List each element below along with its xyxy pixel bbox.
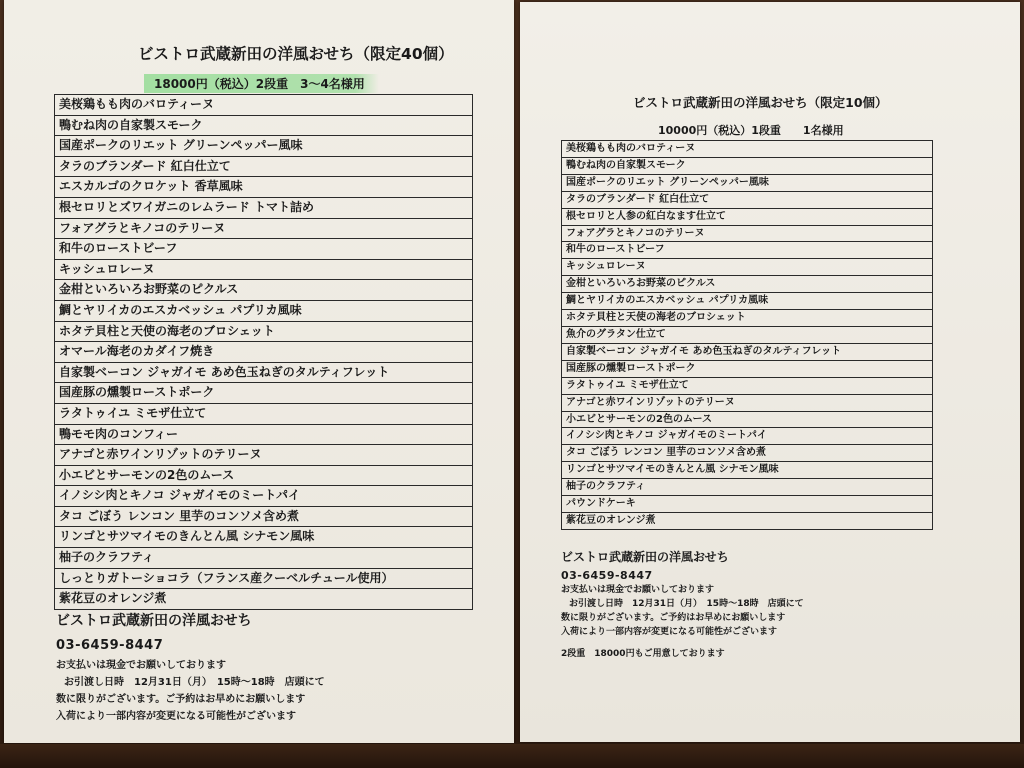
- menu-row: [55, 259, 473, 280]
- menu-row: [55, 300, 473, 321]
- menu-row: [55, 218, 473, 239]
- menu-item: 柚子のクラフティ: [55, 548, 473, 569]
- menu-item: フォアグラとキノコのテリーヌ: [562, 225, 933, 242]
- menu-item: 鴨むね肉の自家製スモーク: [562, 157, 933, 174]
- limited-note: 数に限りがございます。ご予約はお早めにお願いします: [561, 613, 786, 623]
- menu-item: フォアグラとキノコのテリーヌ: [55, 218, 473, 239]
- menu-row: [562, 411, 933, 428]
- menu-sheet-small: [520, 2, 1020, 742]
- content-change-note: 入荷により一部内容が変更になる可能性がございます: [561, 627, 778, 637]
- menu-row: [562, 377, 933, 394]
- menu-item: キッシュロレーヌ: [55, 259, 473, 280]
- menu-item: 国産ポークのリエット グリーンペッパー風味: [562, 174, 933, 191]
- menu-row: [562, 208, 933, 225]
- menu-item: 国産ポークのリエット グリーンペッパー風味: [55, 136, 473, 157]
- menu-row: [55, 321, 473, 342]
- menu-row: [55, 239, 473, 260]
- menu-row: [562, 310, 933, 327]
- menu-item: 金柑といろいろお野菜のピクルス: [562, 276, 933, 293]
- menu-item: イノシシ肉とキノコ ジャガイモのミートパイ: [562, 428, 933, 445]
- menu-item: 紫花豆のオレンジ煮: [562, 512, 933, 529]
- menu-item: ホタテ貝柱と天使の海老のブロシェット: [55, 321, 473, 342]
- menu-row: [562, 343, 933, 360]
- menu-row: [562, 225, 933, 242]
- menu-row: [55, 403, 473, 424]
- menu-row: [55, 383, 473, 404]
- menu-row: [562, 326, 933, 343]
- menu-item: アナゴと赤ワインリゾットのテリーヌ: [55, 445, 473, 466]
- menu-item: しっとりガトーショコラ（フランス産クーベルチュール使用）: [55, 568, 473, 589]
- menu-item: 和牛のローストビーフ: [562, 242, 933, 259]
- menu-row: [562, 242, 933, 259]
- menu-row: [55, 177, 473, 198]
- menu-row: [55, 506, 473, 527]
- menu-row: [55, 115, 473, 136]
- menu-item: リンゴとサツマイモのきんとん風 シナモン風味: [562, 462, 933, 479]
- menu-item: エスカルゴのクロケット 香草風味: [55, 177, 473, 198]
- menu-row: [562, 496, 933, 513]
- desk-edge: [0, 744, 1024, 768]
- content-change-note: 入荷により一部内容が変更になる可能性がございます: [56, 711, 296, 722]
- menu-row: [562, 479, 933, 496]
- menu-item: アナゴと赤ワインリゾットのテリーヌ: [562, 394, 933, 411]
- menu-table: [561, 140, 933, 530]
- price-subtitle: 10000円（税込）1段重 1名様用: [658, 124, 844, 137]
- pickup-date: お引渡し日時 12月31日（月） 15時～18時 店頭にて: [569, 599, 804, 609]
- menu-item: キッシュロレーヌ: [562, 259, 933, 276]
- menu-row: [562, 445, 933, 462]
- menu-item: ラタトゥイユ ミモザ仕立て: [562, 377, 933, 394]
- menu-row: [562, 174, 933, 191]
- menu-row: [562, 276, 933, 293]
- menu-item: 柚子のクラフティ: [562, 479, 933, 496]
- menu-row: [562, 428, 933, 445]
- menu-table: [54, 94, 473, 610]
- menu-row: [55, 424, 473, 445]
- menu-row: [562, 259, 933, 276]
- menu-item: 鯛とヤリイカのエスカベッシュ パプリカ風味: [55, 300, 473, 321]
- menu-item: ホタテ貝柱と天使の海老のブロシェット: [562, 310, 933, 327]
- menu-item: タラのブランダード 紅白仕立て: [562, 191, 933, 208]
- menu-item: 小エビとサーモンの2色のムース: [55, 465, 473, 486]
- shop-phone: 03-6459-8447: [56, 638, 164, 653]
- menu-item: 鴨モモ肉のコンフィー: [55, 424, 473, 445]
- menu-row: [55, 568, 473, 589]
- menu-row: [55, 445, 473, 466]
- menu-item: タコ ごぼう レンコン 里芋のコンソメ含め煮: [562, 445, 933, 462]
- menu-row: [562, 360, 933, 377]
- shop-phone: 03-6459-8447: [561, 569, 653, 582]
- menu-sheet-large: [4, 0, 514, 743]
- menu-item: 国産豚の燻製ローストポーク: [562, 360, 933, 377]
- shop-info: [561, 548, 804, 661]
- two-tier-note: 2段重 18000円もご用意しております: [561, 649, 725, 659]
- menu-row: [562, 512, 933, 529]
- menu-row: [55, 548, 473, 569]
- menu-row: [55, 95, 473, 116]
- menu-row: [562, 394, 933, 411]
- menu-row: [55, 280, 473, 301]
- menu-item: 鯛とヤリイカのエスカベッシュ パプリカ風味: [562, 293, 933, 310]
- menu-item: 自家製ベーコン ジャガイモ あめ色玉ねぎのタルティフレット: [562, 343, 933, 360]
- menu-item: 金柑といろいろお野菜のピクルス: [55, 280, 473, 301]
- menu-item: 和牛のローストビーフ: [55, 239, 473, 260]
- sheet-title: ビストロ武蔵新田の洋風おせち（限定10個）: [633, 95, 888, 110]
- sheet-title: ビストロ武蔵新田の洋風おせち（限定40個）: [138, 45, 454, 63]
- menu-row: [55, 342, 473, 363]
- menu-item: 国産豚の燻製ローストポーク: [55, 383, 473, 404]
- payment-note: お支払いは現金でお願いしております: [561, 585, 715, 595]
- limited-note: 数に限りがございます。ご予約はお早めにお願いします: [56, 694, 306, 705]
- payment-note: お支払いは現金でお願いしております: [56, 660, 226, 671]
- menu-item: リンゴとサツマイモのきんとん風 シナモン風味: [55, 527, 473, 548]
- menu-row: [562, 462, 933, 479]
- menu-row: [562, 191, 933, 208]
- menu-item: 自家製ベーコン ジャガイモ あめ色玉ねぎのタルティフレット: [55, 362, 473, 383]
- menu-item: 根セロリと人参の紅白なます仕立て: [562, 208, 933, 225]
- menu-item: 根セロリとズワイガニのレムラード トマト詰め: [55, 197, 473, 218]
- shop-name: ビストロ武蔵新田の洋風おせち: [561, 550, 729, 564]
- menu-item: 美桜鶏もも肉のバロティーヌ: [562, 141, 933, 158]
- menu-item: 紫花豆のオレンジ煮: [55, 589, 473, 610]
- menu-row: [55, 486, 473, 507]
- pickup-date: お引渡し日時 12月31日（月） 15時～18時 店頭にて: [64, 677, 325, 688]
- menu-row: [562, 141, 933, 158]
- menu-item: イノシシ肉とキノコ ジャガイモのミートパイ: [55, 486, 473, 507]
- menu-item: タコ ごぼう レンコン 里芋のコンソメ含め煮: [55, 506, 473, 527]
- menu-item: パウンドケーキ: [562, 496, 933, 513]
- menu-item: 小エビとサーモンの2色のムース: [562, 411, 933, 428]
- menu-row: [55, 156, 473, 177]
- price-subtitle: 18000円（税込）2段重 3～4名様用: [144, 74, 379, 93]
- shop-name: ビストロ武蔵新田の洋風おせち: [56, 613, 252, 629]
- menu-item: 美桜鶏もも肉のバロティーヌ: [55, 95, 473, 116]
- menu-row: [55, 527, 473, 548]
- shop-info: [56, 610, 325, 725]
- menu-row: [55, 197, 473, 218]
- menu-row: [562, 293, 933, 310]
- menu-row: [55, 465, 473, 486]
- menu-row: [55, 362, 473, 383]
- menu-row: [562, 157, 933, 174]
- menu-item: タラのブランダード 紅白仕立て: [55, 156, 473, 177]
- menu-item: ラタトゥイユ ミモザ仕立て: [55, 403, 473, 424]
- menu-item: 鴨むね肉の自家製スモーク: [55, 115, 473, 136]
- menu-item: オマール海老のカダイフ焼き: [55, 342, 473, 363]
- menu-row: [55, 589, 473, 610]
- menu-item: 魚介のグラタン仕立て: [562, 326, 933, 343]
- menu-row: [55, 136, 473, 157]
